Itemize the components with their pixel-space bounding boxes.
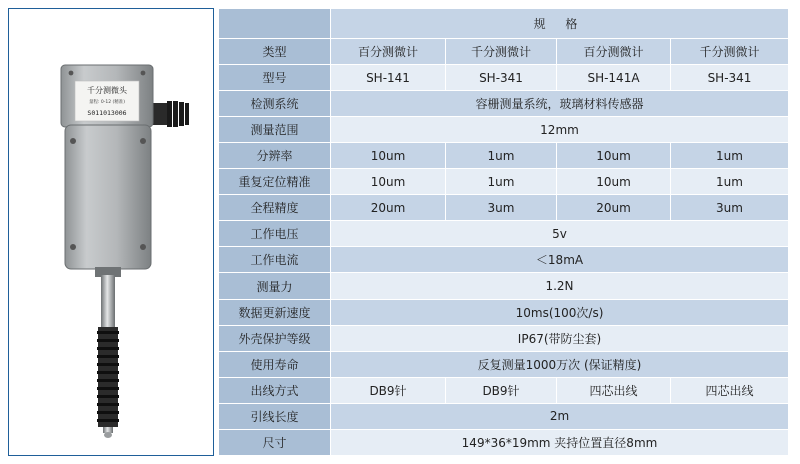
product-photo-panel <box>8 8 214 456</box>
spec-row-label: 类型 <box>219 39 331 65</box>
spec-row <box>219 91 789 117</box>
spec-row-value: 四芯出线 <box>671 377 789 403</box>
probe-body <box>65 125 151 269</box>
dust-boot <box>97 327 119 427</box>
spec-row-value: 反复测量1000万次 (保证精度) <box>331 351 789 377</box>
spec-row-value: 千分测微计 <box>446 39 557 65</box>
spec-row-label: 数据更新速度 <box>219 299 331 325</box>
spec-row-value: 3um <box>671 195 789 221</box>
spec-row-label: 工作电压 <box>219 221 331 247</box>
spec-row <box>219 195 789 221</box>
spec-row-value: DB9针 <box>446 377 557 403</box>
spec-row-value: IP67(带防尘套) <box>331 325 789 351</box>
spec-row <box>219 65 789 91</box>
spec-row-value: 10ms(100次/s) <box>331 299 789 325</box>
spec-row-value: 2m <box>331 403 789 429</box>
spec-row <box>219 247 789 273</box>
spec-row-value: 百分测微计 <box>331 39 446 65</box>
spec-row-value: 5v <box>331 221 789 247</box>
spec-row-value: 20um <box>557 195 671 221</box>
spec-row-label: 全程精度 <box>219 195 331 221</box>
spec-row-value: DB9针 <box>331 377 446 403</box>
spec-row-value: 容栅测量系统，玻璃材料传感器 <box>331 91 789 117</box>
spec-row-label: 测量范围 <box>219 117 331 143</box>
spec-row-label: 分辨率 <box>219 143 331 169</box>
spec-row-value: 百分测微计 <box>557 39 671 65</box>
spec-row-label: 工作电流 <box>219 247 331 273</box>
probe-rod <box>101 275 115 327</box>
spec-row-label: 检测系统 <box>219 91 331 117</box>
spec-row <box>219 351 789 377</box>
spec-row <box>219 169 789 195</box>
spec-row-value: 1um <box>671 143 789 169</box>
title-blank-cell <box>219 9 331 39</box>
spec-row-value: 1um <box>671 169 789 195</box>
spec-row-value: SH-341 <box>671 65 789 91</box>
spec-row-value: 1.2N <box>331 273 789 299</box>
spec-row-value: 1um <box>446 169 557 195</box>
micrometer-probe-image <box>9 9 213 455</box>
spec-row-value: 10um <box>331 169 446 195</box>
spec-row-value: 千分测微计 <box>671 39 789 65</box>
spec-title-row <box>219 9 789 39</box>
spec-row-value: ＜18mA <box>331 247 789 273</box>
spec-row-label: 外壳保护等级 <box>219 325 331 351</box>
spec-row-value: 10um <box>557 169 671 195</box>
spec-row-value: 10um <box>557 143 671 169</box>
spec-row-value: 1um <box>446 143 557 169</box>
spec-row-value: SH-141A <box>557 65 671 91</box>
device-label-title: 千分测微头 <box>87 86 127 95</box>
spec-row-label: 使用寿命 <box>219 351 331 377</box>
spec-title: 规 格 <box>331 9 789 39</box>
spec-row <box>219 221 789 247</box>
spec-row <box>219 273 789 299</box>
spec-row-value: SH-341 <box>446 65 557 91</box>
spec-row <box>219 429 789 455</box>
spec-row-label: 尺寸 <box>219 429 331 455</box>
probe-tip <box>104 432 112 438</box>
spec-row-label: 引线长度 <box>219 403 331 429</box>
spec-row-label: 测量力 <box>219 273 331 299</box>
spec-row <box>219 299 789 325</box>
spec-row-label: 重复定位精准 <box>219 169 331 195</box>
device-serial: S011013006 <box>87 109 127 117</box>
spec-row-label: 出线方式 <box>219 377 331 403</box>
spec-row-value: 四芯出线 <box>557 377 671 403</box>
spec-row <box>219 39 789 65</box>
spec-row <box>219 403 789 429</box>
spec-row-value: 12mm <box>331 117 789 143</box>
spec-row-value: 149*36*19mm 夹持位置直径8mm <box>331 429 789 455</box>
spec-row-value: 20um <box>331 195 446 221</box>
cable-gland <box>151 103 169 125</box>
spec-row <box>219 117 789 143</box>
spec-row-value: 3um <box>446 195 557 221</box>
spec-row-value: 10um <box>331 143 446 169</box>
spec-row <box>219 377 789 403</box>
spec-row <box>219 143 789 169</box>
spec-table <box>218 8 789 456</box>
spec-row-label: 型号 <box>219 65 331 91</box>
device-label-range: 量程: 0-12 (精准) <box>88 100 126 105</box>
spec-row-value: SH-141 <box>331 65 446 91</box>
spec-row <box>219 325 789 351</box>
